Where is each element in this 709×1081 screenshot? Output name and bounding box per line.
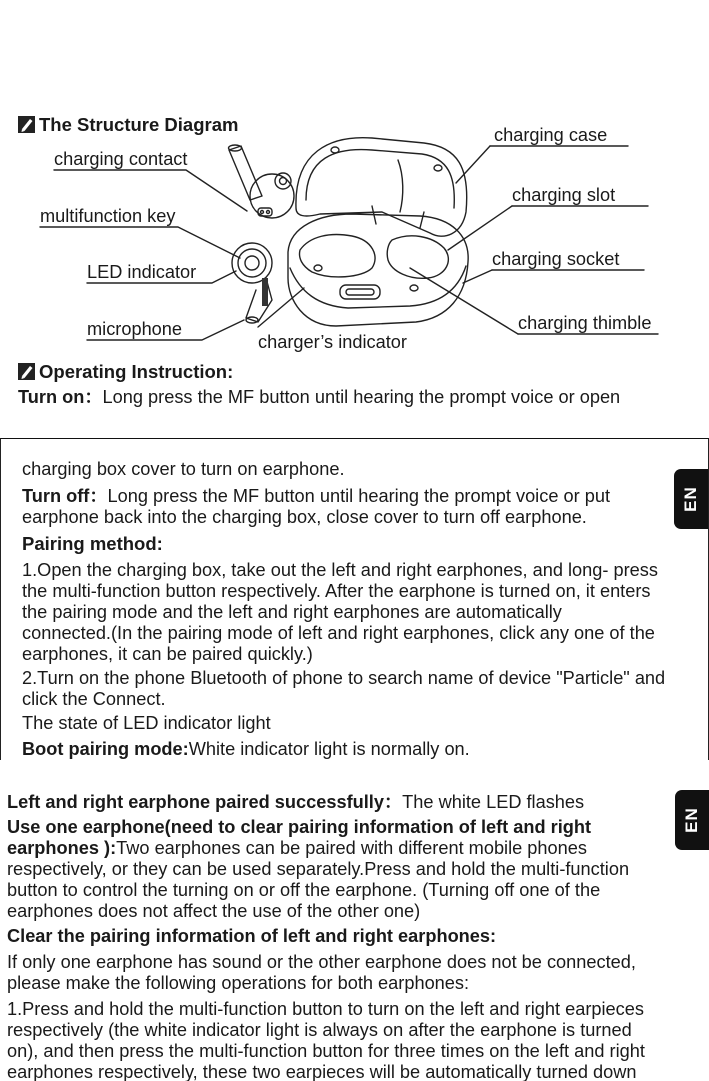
structure-heading: The Structure Diagram: [18, 114, 238, 135]
label-charging-socket: charging socket: [492, 249, 620, 269]
pairing-step1-line5: earphones, it can be paired quickly.): [22, 644, 313, 664]
pairing-step2-line2: click the Connect.: [22, 689, 166, 709]
label-charging-slot: charging slot: [512, 185, 616, 205]
clear-step1-line1: 1.Press and hold the multi-function button to turn on the left and right earpieces: [7, 999, 644, 1019]
turn-off-label: Turn off：: [22, 486, 108, 506]
clear-step1-line4: earphones respectively, these two earpieces will be automatically turned down: [7, 1062, 637, 1081]
clear-step1-line3: on), and then press the multi-function button for three times on the left and right: [7, 1041, 645, 1061]
pairing-step2-line1: 2.Turn on the phone Bluetooth of phone to search name of device "Particle" and: [22, 668, 666, 688]
use-one-line3: respectively, or they can be used separately.Press and hold the multi-function: [7, 859, 630, 879]
label-charging-thimble: charging thimble: [518, 313, 652, 333]
pairing-step1-line4: connected.(In the pairing mode of left and right earphones, click any one of the: [22, 623, 655, 643]
use-one-heading-end: earphones ):: [7, 838, 117, 858]
clear-pairing-heading: Clear the pairing information of left and right earphones:: [7, 926, 497, 946]
use-one-heading: Use one earphone(need to clear pairing information of left and right: [7, 817, 592, 837]
pairing-panel: [0, 438, 709, 760]
earphone-usage-panel: [0, 760, 709, 1081]
turn-off-text: Long press the MF button until hearing the prompt voice or put: [107, 486, 610, 506]
language-tab-en: EN: [674, 469, 708, 529]
turn-on-continued: charging box cover to turn on earphone.: [22, 459, 345, 479]
label-microphone: microphone: [87, 319, 183, 339]
label-multifunction-key: multifunction key: [40, 206, 176, 226]
use-one-line4: button to control the turning on or off the earphone. (Turning off one of the: [7, 880, 601, 900]
paired-label: Left and right earphone paired successfully：: [7, 792, 403, 812]
clear-step1-line2: respectively (the white indicator light is always on after the earphone is turned: [7, 1020, 632, 1040]
label-led-indicator: LED indicator: [87, 262, 197, 282]
use-one-line2: [7, 838, 587, 859]
clear-pairing-line1: If only one earphone has sound or the other earphone does not be connected,: [7, 952, 636, 972]
pairing-step1-line1: 1.Open the charging box, take out the left and right earphones, and long- press: [22, 560, 658, 580]
pairing-heading: Pairing method:: [22, 533, 163, 554]
operating-heading: Operating Instruction:: [18, 361, 233, 382]
boot-pairing-mode: [22, 739, 470, 760]
use-one-line5: earphones does not affect the use of the other one): [7, 901, 421, 921]
paired-text: The white LED flashes: [402, 792, 585, 812]
note-pencil-icon: [18, 363, 35, 380]
turn-on-paragraph: [18, 387, 620, 408]
paired-successfully: [7, 792, 584, 813]
boot-pairing-label: Boot pairing mode:: [22, 739, 189, 759]
language-tab-en: EN: [675, 790, 709, 850]
turn-on-label: Turn on：: [18, 387, 103, 407]
clear-pairing-line2: please make the following operations for both earphones:: [7, 973, 470, 993]
pairing-step1-line2: the multi-function button respectively. After the earphone is turned on, it enters: [22, 581, 651, 601]
use-one-text: Two earphones can be paired with different mobile phones: [116, 838, 587, 858]
turn-off-paragraph: [22, 486, 610, 507]
turn-on-text: Long press the MF button until hearing the prompt voice or open: [102, 387, 621, 407]
label-charging-contact: charging contact: [54, 149, 188, 169]
structure-panel: [0, 0, 709, 438]
label-charging-case: charging case: [494, 125, 608, 145]
led-state-line: The state of LED indicator light: [22, 713, 271, 733]
pairing-step1-line3: the pairing mode and the left and right earphones are automatically: [22, 602, 562, 622]
turn-off-text-2: earphone back into the charging box, close cover to turn off earphone.: [22, 507, 587, 527]
boot-pairing-text: White indicator light is normally on.: [188, 739, 470, 759]
label-chargers-indicator: charger’s indicator: [258, 332, 407, 352]
